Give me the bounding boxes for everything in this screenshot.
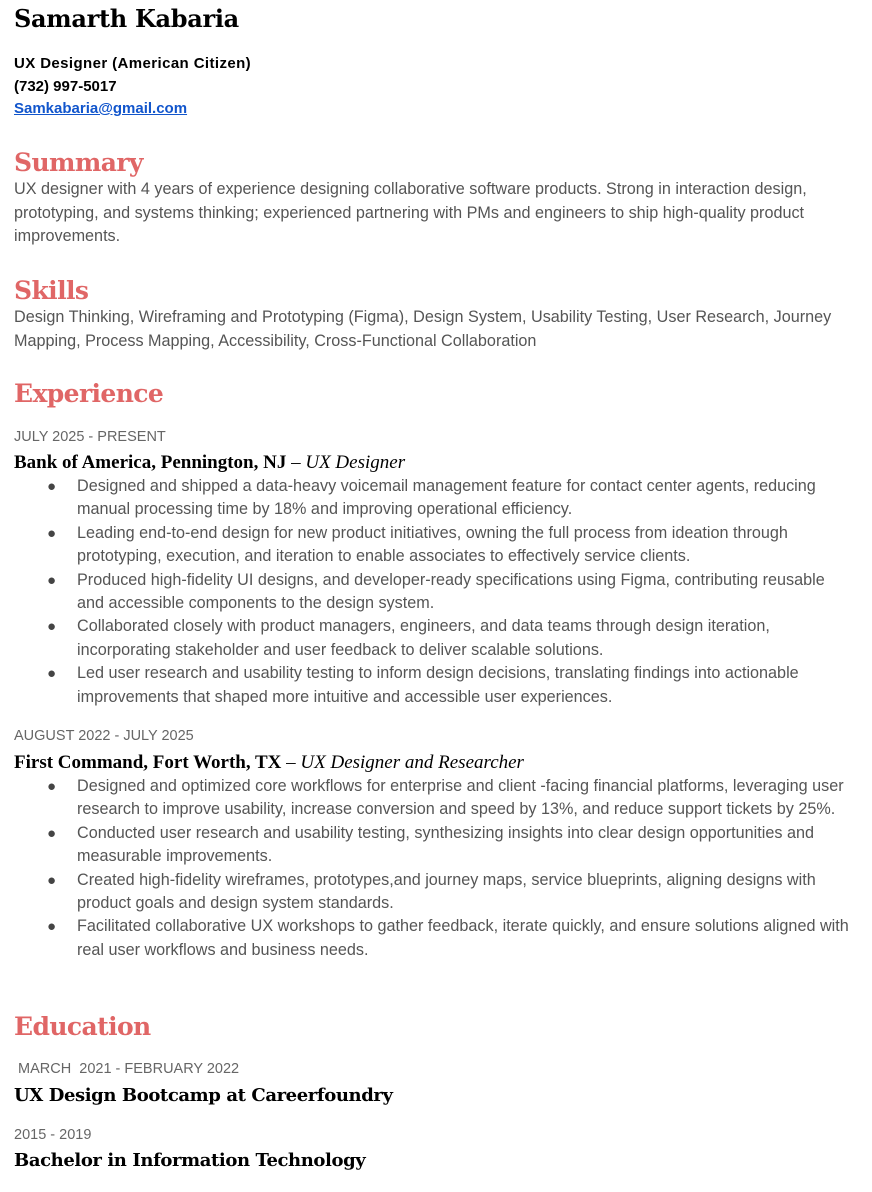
list-item [14,615,860,662]
summary-heading: Summary [14,148,143,177]
job-bullets [14,475,860,709]
experience-heading: Experience [14,379,164,408]
summary-text: UX designer with 4 years of experience designing collaborative software products. Strong in interaction design, prototyping, and systems thinking; experienced partnering with PMs and engineers to ship high-quality product improvements. [14,180,807,245]
education-heading: Education [14,1012,151,1041]
education-title: UX Design Bootcamp at Careerfoundry [14,1085,393,1106]
bullet-icon: ● [47,665,57,683]
bullet-text: Designed and optimized core workflows for enterprise and client -facing financial platforms, leveraging user research to improve usability, increase conversion and speed by 13%, and reduce support tickets by 25%. [77,777,844,819]
education-dates: MARCH 2021 - FEBRUARY 2022 [14,1061,240,1077]
phone-number: (732) 997-5017 [14,78,117,95]
job-separator: – [286,452,306,473]
job-separator: – [281,752,301,773]
bullet-text: Facilitated collaborative UX workshops to gather feedback, iterate quickly, and ensure solutions aligned with real user workflows and business needs. [77,917,849,959]
bullet-icon: ● [47,778,57,795]
job-organization: First Command, Fort Worth, TX [14,752,282,773]
bullet-icon: ● [47,478,57,495]
list-item [14,915,860,962]
bullet-icon: ● [47,871,57,889]
job-bullets [14,775,860,962]
job-dates: AUGUST 2022 - JULY 2025 [14,728,194,744]
list-item [14,869,860,916]
education-title: Bachelor in Information Technology [14,1150,366,1171]
skills-heading: Skills [14,276,89,305]
bullet-text: Designed and shipped a data-heavy voicemail management feature for contact center agents, reducing manual processing time by 18% and improving operational efficiency. [77,477,816,519]
job-title [14,752,524,774]
candidate-name: Samarth Kabaria [14,4,239,33]
bullet-text: Conducted user research and usability testing, synthesizing insights into clear design opportunities and measurable improvements. [77,823,814,866]
skills-text: Design Thinking, Wireframing and Prototyping (Figma), Design System, Usability Testing, User Research, Journey Mapping, Process Mapping, Accessibility, Cross-Functional Collaboration [14,308,832,350]
job-dates: JULY 2025 - PRESENT [14,429,166,445]
email-link[interactable]: Samkabaria@gmail.com [14,100,188,117]
list-item [14,475,860,522]
job-organization: Bank of America, Pennington, NJ [14,452,287,473]
education-dates: 2015 - 2019 [14,1127,92,1143]
bullet-icon: ● [47,824,57,842]
list-item [14,569,860,616]
list-item [14,522,860,569]
bullet-text: Produced high-fidelity UI designs, and developer-ready specifications using Figma, contributing reusable and accessible components to the design system. [77,570,825,613]
bullet-icon: ● [47,524,57,542]
bullet-icon: ● [47,618,57,636]
candidate-headline: UX Designer (American Citizen) [14,55,252,72]
bullet-text: Collaborated closely with product managers, engineers, and data teams through design iteration, incorporating stakeholder and user feedback to deliver scalable solutions. [77,617,770,659]
list-item [14,775,860,822]
bullet-text: Led user research and usability testing to inform design decisions, translating findings into actionable improvements that shaped more intuitive and accessible user experiences. [77,664,799,706]
bullet-text: Created high-fidelity wireframes, prototypes,and journey maps, service blueprints, aligning designs with product goals and design system standards. [77,870,816,913]
bullet-icon: ● [47,571,57,589]
bullet-text: Leading end-to-end design for new product initiatives, owning the full process from ideation through prototyping, execution, and iteration to enable associates to effectively service clients. [77,523,788,566]
list-item [14,662,860,709]
job-title [14,452,405,474]
job-role: UX Designer and Researcher [300,752,524,773]
job-role: UX Designer [305,452,406,473]
bullet-icon: ● [47,918,57,936]
list-item [14,822,860,869]
